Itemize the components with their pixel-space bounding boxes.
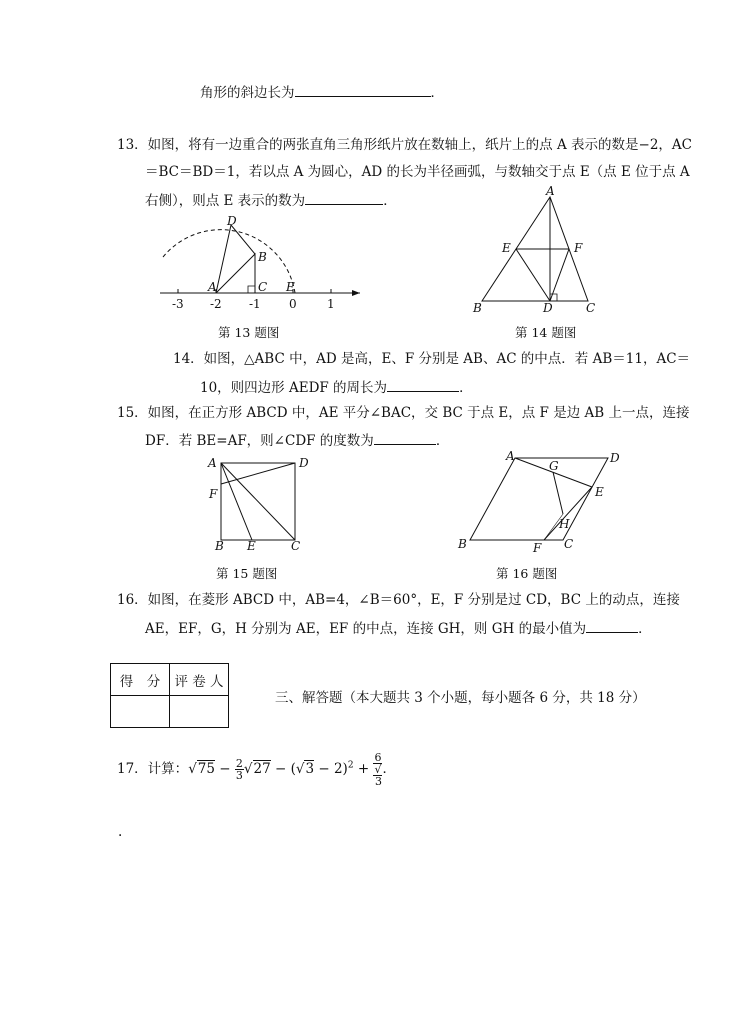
- fig14-label-d: D: [543, 301, 553, 315]
- fig16-label-e: E: [595, 485, 604, 499]
- q14-line1: 14．如图，△ABC 中，AD 是高，E、F 分别是 AB、AC 的中点．若 AB＝11，AC＝: [173, 351, 691, 367]
- grader-header: 评 卷 人: [170, 664, 229, 696]
- q17-radicand-3: 3: [305, 761, 315, 777]
- fig16-label-a: A: [506, 449, 515, 463]
- answer-blank-16[interactable]: [586, 618, 638, 633]
- fig14-label-a: A: [546, 184, 555, 198]
- q17-end: ．: [382, 761, 396, 777]
- q17-frac-den: 3: [235, 769, 243, 782]
- score-header: 得 分: [111, 664, 170, 696]
- q17-fraction: [235, 758, 244, 781]
- fig14-line-fd: [550, 249, 569, 301]
- fig13-tick-label: 0: [289, 297, 297, 311]
- fig13-label-b: B: [258, 250, 267, 264]
- q15-line2-text: DF．若 BE=AF，则∠CDF 的度数为: [145, 433, 374, 449]
- figure-16: [455, 448, 635, 558]
- fig15-diagonal-ac: [221, 463, 295, 540]
- score-table: [110, 663, 229, 728]
- q16-line1: 16．如图，在菱形 ABCD 中，AB=4，∠B＝60°，E，F 分别是过 CD，BC 上的动点，连接: [117, 592, 680, 608]
- fig13-triangle-abd: [216, 225, 255, 293]
- fig14-label-b: B: [473, 301, 482, 315]
- q17-frac2-den: √ 3: [374, 763, 382, 788]
- fig13-tick-label: -1: [249, 297, 261, 311]
- grader-cell[interactable]: [170, 696, 229, 728]
- score-cell[interactable]: [111, 696, 170, 728]
- q17-line: 17．计算：√75 − $\frac{2}{3}$ $√27 - (√3 - 2)^2$ + 6 √ 3 ．: [117, 751, 396, 788]
- answer-blank-14[interactable]: [387, 377, 459, 392]
- q13-line1: 13．如图，将有一边重合的两张直角三角形纸片放在数轴上，纸片上的点 A 表示的数是−2，AC: [117, 137, 692, 153]
- fig13-tick-label: -3: [172, 297, 184, 311]
- top-line-text: 角形的斜边长为: [200, 85, 295, 101]
- fig15-label-f: F: [209, 487, 218, 501]
- fig14-caption: 第 14 题图: [515, 325, 577, 340]
- q15-line2-end: ．: [435, 433, 450, 449]
- fig13-right-angle: [248, 286, 255, 293]
- q17-frac2-num: 6: [374, 751, 382, 764]
- fig16-caption: 第 16 题图: [496, 566, 558, 581]
- fig13-label-a: A: [208, 280, 217, 294]
- fig16-label-d: D: [610, 451, 620, 465]
- fig13-tick-label: 1: [327, 297, 335, 311]
- fig13-tick-label: -2: [210, 297, 222, 311]
- section-3-heading: 三、解答题（本大题共 3 个小题，每小题各 6 分，共 18 分）: [275, 690, 646, 706]
- fig13-label-c: C: [258, 280, 268, 294]
- q13-line3: [145, 190, 397, 210]
- q17-prefix: 17．计算：: [117, 761, 189, 777]
- fig16-label-h: H: [559, 517, 570, 531]
- top-line: [200, 82, 444, 102]
- fig14-label-c: C: [586, 301, 596, 315]
- fig16-line-ef: [544, 487, 592, 540]
- q14-line2: [200, 377, 473, 397]
- q17-frac2-radicand: 3: [374, 775, 382, 788]
- fig16-label-b: B: [458, 537, 467, 551]
- fig16-label-f: F: [533, 541, 542, 555]
- fig15-caption: 第 15 题图: [216, 566, 278, 581]
- fig16-rhombus: [470, 458, 608, 540]
- top-line-end: ．: [430, 85, 444, 101]
- figure-14: [470, 185, 610, 315]
- q14-line2-text: 10，则四边形 AEDF 的周长为: [200, 380, 388, 396]
- fig16-line-gh: [553, 472, 563, 514]
- fig13-arc: [163, 230, 295, 293]
- q16-line2-end: ．: [638, 621, 652, 637]
- figure-15: [205, 455, 315, 555]
- fig15-label-e: E: [247, 539, 256, 553]
- fig13-triangle-abc: [216, 254, 255, 293]
- fig13-label-d: D: [227, 214, 237, 228]
- q17-radicand-75: 75: [197, 761, 215, 777]
- fig15-line-ae: [221, 463, 252, 540]
- fig13-label-e: E: [286, 280, 295, 294]
- q17-frac-num: 2: [235, 757, 243, 770]
- fig13-arrow: [352, 290, 360, 296]
- fig15-label-a: A: [208, 456, 217, 470]
- q17-minus-two: 2: [333, 761, 343, 777]
- figure-13: [155, 215, 375, 315]
- fig14-label-e: E: [502, 241, 511, 255]
- q15-line2: [145, 430, 449, 450]
- q13-line3-text: 右侧），则点 E 表示的数为: [145, 193, 306, 209]
- fig15-label-b: B: [215, 539, 224, 553]
- fig15-label-c: C: [291, 539, 301, 553]
- fig14-label-f: F: [574, 241, 583, 255]
- stray-dot: .: [118, 824, 123, 840]
- fig13-caption: 第 13 题图: [218, 325, 280, 340]
- q16-line2: [145, 618, 652, 638]
- answer-blank-12[interactable]: [295, 82, 431, 97]
- fig16-label-g: G: [549, 459, 559, 473]
- fig14-line-ed: [516, 249, 550, 301]
- q15-line1: 15．如图，在正方形 ABCD 中，AE 平分∠BAC，交 BC 于点 E，点 F 是边 AB 上一点，连接: [117, 405, 690, 421]
- fig15-label-d: D: [299, 456, 309, 470]
- fig15-line-df: [221, 463, 295, 484]
- answer-blank-15[interactable]: [374, 430, 436, 445]
- q17-exponent: 2: [347, 760, 354, 771]
- q17-radicand-27: 27: [253, 761, 271, 777]
- q13-line3-end: ．: [383, 193, 397, 209]
- answer-blank-13[interactable]: [305, 190, 383, 205]
- q13-line2: ＝BC＝BD＝1，若以点 A 为圆心，AD 的长为半径画弧，与数轴交于点 E（点 E 位于点 A: [145, 164, 690, 180]
- q14-line2-end: ．: [459, 380, 473, 396]
- fig16-label-c: C: [564, 537, 574, 551]
- q16-line2-text: AE，EF，G，H 分别为 AE，EF 的中点，连接 GH，则 GH 的最小值为: [145, 621, 587, 637]
